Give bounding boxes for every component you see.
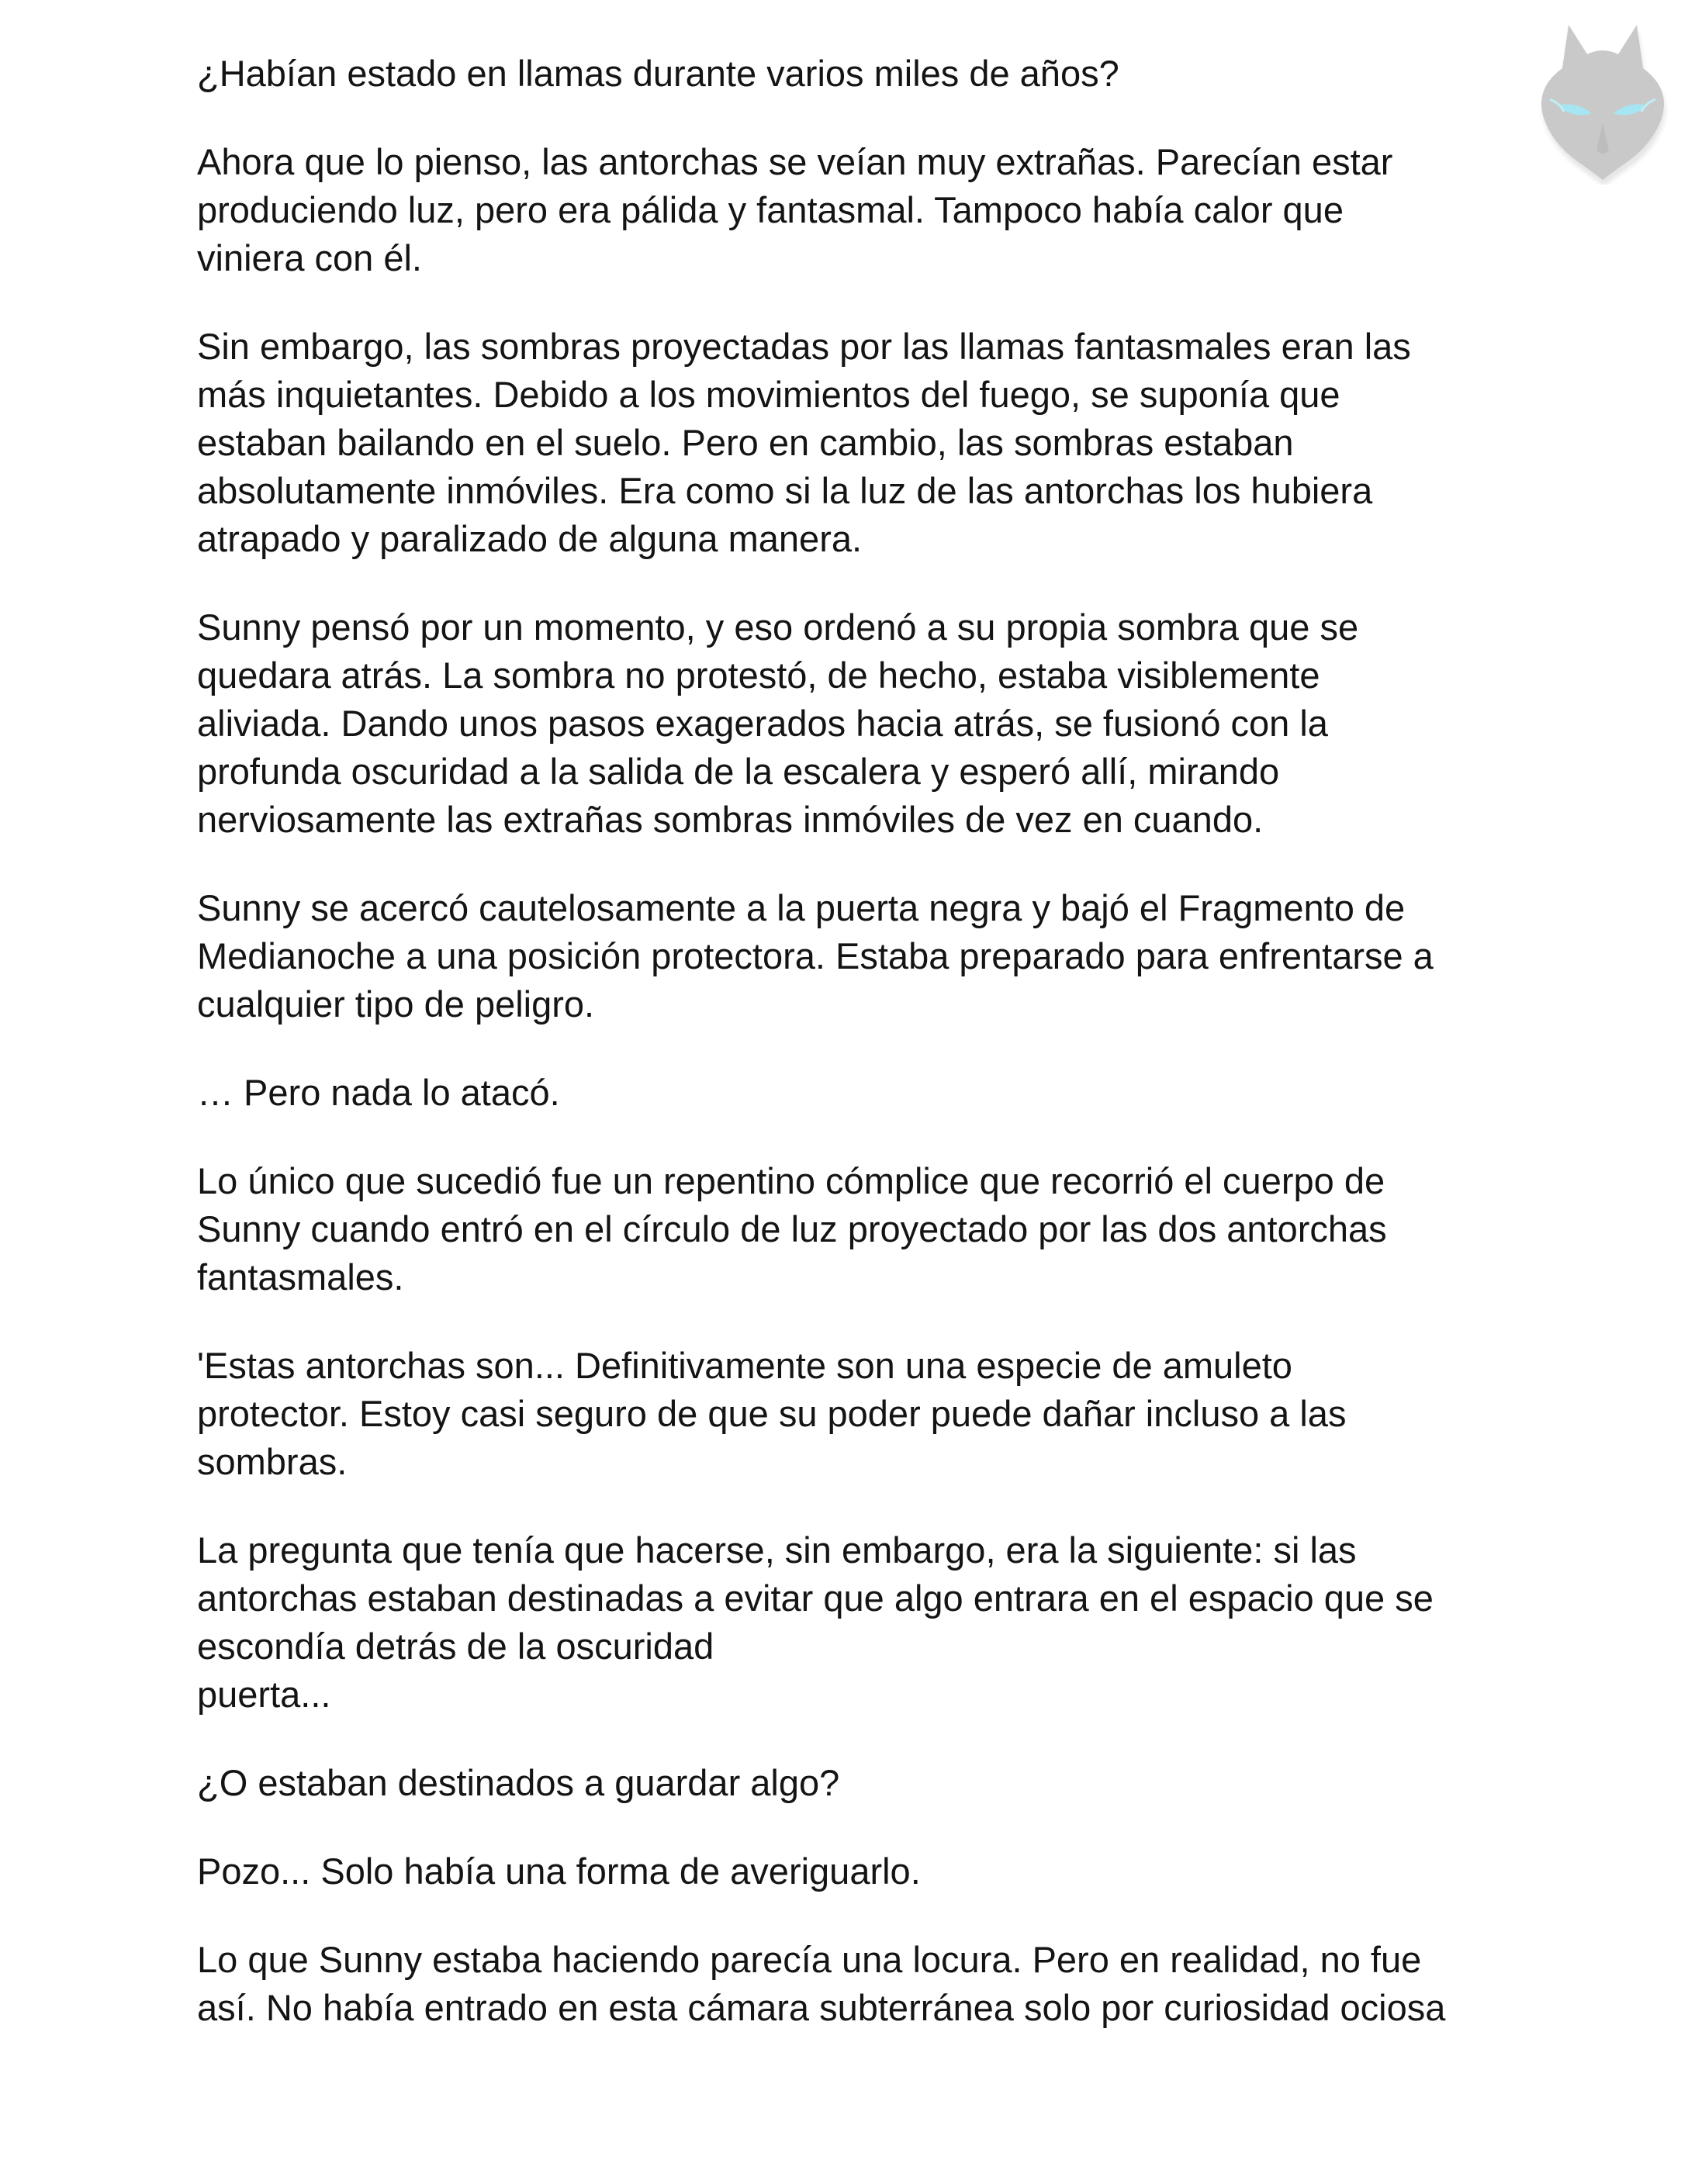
demon-mask-shape xyxy=(1541,25,1664,180)
paragraph: … Pero nada lo atacó. xyxy=(197,1072,560,1113)
paragraph: ¿Habían estado en llamas durante varios miles de años? xyxy=(197,53,1119,94)
paragraph: Lo que Sunny estaba haciendo parecía una locura. Pero en realidad, no fue así. No había entrado en esta cámara subterránea solo por curiosidad ociosa xyxy=(197,1939,1446,2028)
paragraph: 'Estas antorchas son... Definitivamente son una especie de amuleto protector. Estoy casi seguro de que su poder puede dañar incluso a las sombras. xyxy=(197,1345,1347,1482)
paragraph: Sin embargo, las sombras proyectadas por las llamas fantasmales eran las más inquietantes. Debido a los movimientos del fuego, se suponía que estaban bailando en el suelo. Pero en cambio, las sombras estaban absolutamente inmóviles. Era como si la luz de las antorchas los hubiera atrapado y paralizado de alguna manera. xyxy=(197,326,1411,559)
paragraph: Sunny pensó por un momento, y eso ordenó a su propia sombra que se quedara atrás. La sombra no protestó, de hecho, estaba visiblemente aliviada. Dando unos pasos exagerados hacia atrás, se fusionó con la profunda oscuridad a la salida de la escalera y esperó allí, mirando nerviosamente las extrañas sombras inmóviles de vez en cuando. xyxy=(197,606,1359,840)
paragraph: Sunny se acercó cautelosamente a la puerta negra y bajó el Fragmento de Medianoche a una posición protectora. Estaba preparado para enfrentarse a cualquier tipo de peligro. xyxy=(197,887,1434,1025)
paragraph: Pozo... Solo había una forma de averiguarlo. xyxy=(197,1851,921,1892)
paragraph: La pregunta que tenía que hacerse, sin embargo, era la siguiente: si las antorchas estaban destinadas a evitar que algo entrara en el espacio que se escondía detrás de la oscuridad puerta... xyxy=(197,1529,1434,1715)
paragraph: ¿O estaban destinados a guardar algo? xyxy=(197,1762,840,1803)
paragraph: Lo único que sucedió fue un repentino cómplice que recorrió el cuerpo de Sunny cuando entró en el círculo de luz proyectado por las dos antorchas fantasmales. xyxy=(197,1160,1387,1298)
paragraph: Ahora que lo pienso, las antorchas se veían muy extrañas. Parecían estar produciendo luz, pero era pálida y fantasmal. Tampoco había calor que viniera con él. xyxy=(197,141,1393,278)
document-body xyxy=(197,50,1516,2072)
demon-mask-logo-icon xyxy=(1530,14,1676,185)
